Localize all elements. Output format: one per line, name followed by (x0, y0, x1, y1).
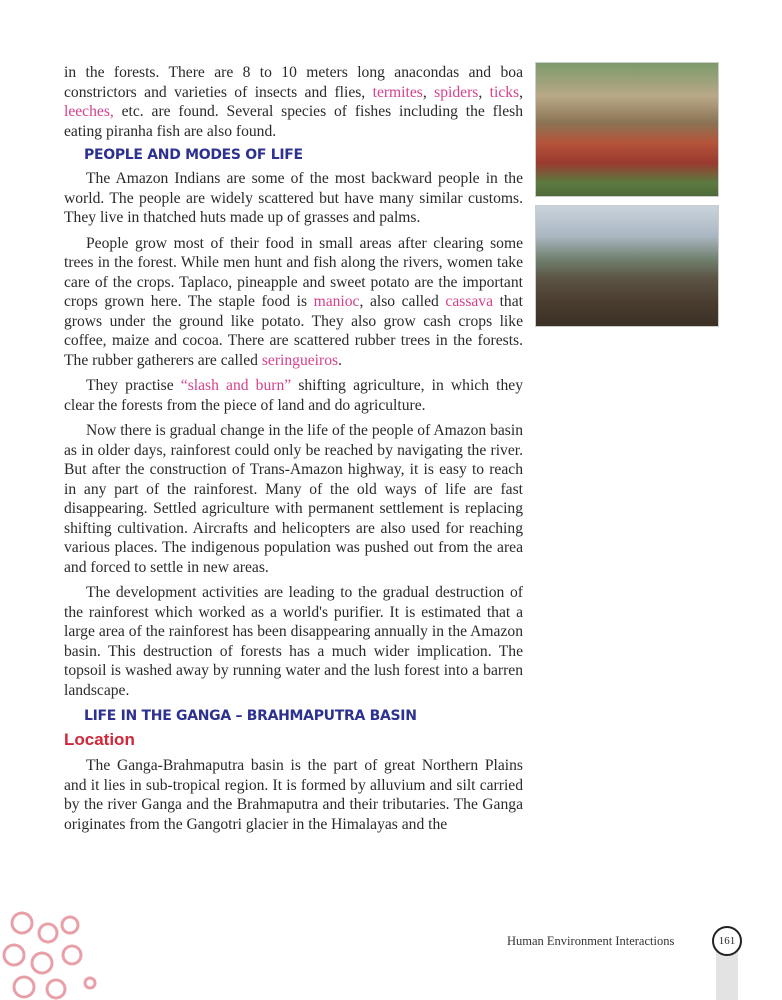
amazon-people-hut-photo (535, 62, 719, 197)
text-run: , also called (359, 293, 446, 310)
text-run: The Amazon Indians are some of the most backward people in the world. The people are widely scattered but have many similar customs. They live in thatched huts made up of grasses and palms. (64, 170, 523, 226)
page-number: 161 (712, 926, 742, 956)
highlighted-term: “slash and burn” (180, 377, 292, 394)
chapter-title: Human Environment Interactions (507, 934, 675, 948)
text-run: People grow most of their food in small areas after clearing some trees in the forest. While men hunt and fish along the rivers, women take care of the crops. Taplaco, pineapple and sweet potato are the important crops grown here. The staple food is (64, 234, 523, 310)
highlighted-term: leeches, (64, 103, 114, 120)
decorative-circles-icon (0, 905, 110, 1000)
highlighted-term: termites (372, 83, 423, 101)
section-heading-people: PEOPLE AND MODES OF LIFE (84, 147, 303, 163)
highlighted-term: manioc (313, 293, 360, 310)
page-tab (716, 950, 738, 1000)
text-run: . (338, 351, 342, 369)
main-column (64, 63, 523, 840)
text-run: that grows under the ground like potato. They also grow cash crops like coffee, maize and cocoa. There are scattered rubber trees in the forests. The rubber gatherers are called (64, 293, 523, 369)
highlighted-term: seringueiros (261, 351, 339, 369)
subheading-location: Location (64, 730, 135, 749)
text-run: , (519, 83, 524, 101)
highlighted-term: spiders (434, 83, 479, 101)
text-run: The development activities are leading to the gradual destruction of the rainforest which worked as a world's purifier. It is estimated that a large area of the rainforest has been disappearing annually in the Amazon basin. This destruction of forests has a much wider implication. The topsoil is washed away by running water and the lush forest into a barren landscape. (64, 584, 523, 699)
text-run: Now there is gradual change in the life of the people of Amazon basin as in older days, rainforest could only be reached by navigating the river. But after the construction of Trans-Amazon highway, it is easy to reach in any part of the rainforest. Many of the old ways of life are fast disappearing. Settled agriculture with permanent settlement is replacing shifting cultivation. Aircrafts and helicopters are also used for reaching various places. The indigenous population was pushed out from the area and forced to settle in new areas. (64, 422, 523, 576)
burned-rainforest-photo (535, 205, 719, 327)
paragraph (64, 583, 523, 700)
paragraph (64, 169, 523, 228)
text-run: etc. are found. Several species of fishes including the flesh eating piranha fish are also found. (64, 103, 523, 140)
paragraph (64, 376, 523, 415)
paragraph (64, 421, 523, 577)
text-run: , (478, 83, 490, 101)
text-run: The Ganga-Brahmaputra basin is the part of great Northern Plains and it lies in sub-tropical region. It is formed by alluvium and silt carried by the river Ganga and the Brahmaputra and their tributaries. The Ganga originates from the Gangotri glacier in the Himalayas and the (64, 757, 523, 833)
text-run: shifting agriculture, in which they clear the forests from the piece of land and do agriculture. (64, 377, 523, 414)
highlighted-term: ticks (489, 83, 520, 101)
paragraph (64, 756, 523, 834)
highlighted-term: cassava (445, 293, 494, 310)
paragraph (64, 63, 523, 141)
paragraph (64, 234, 523, 371)
text-run: , (422, 83, 435, 101)
text-run: They practise (86, 377, 181, 394)
text-run: in the forests. There are 8 to 10 meters long anacondas and boa constrictors and varieties of insects and flies, (64, 64, 523, 101)
section-heading-ganga: LIFE IN THE GANGA – BRAHMAPUTRA BASIN (84, 708, 417, 724)
